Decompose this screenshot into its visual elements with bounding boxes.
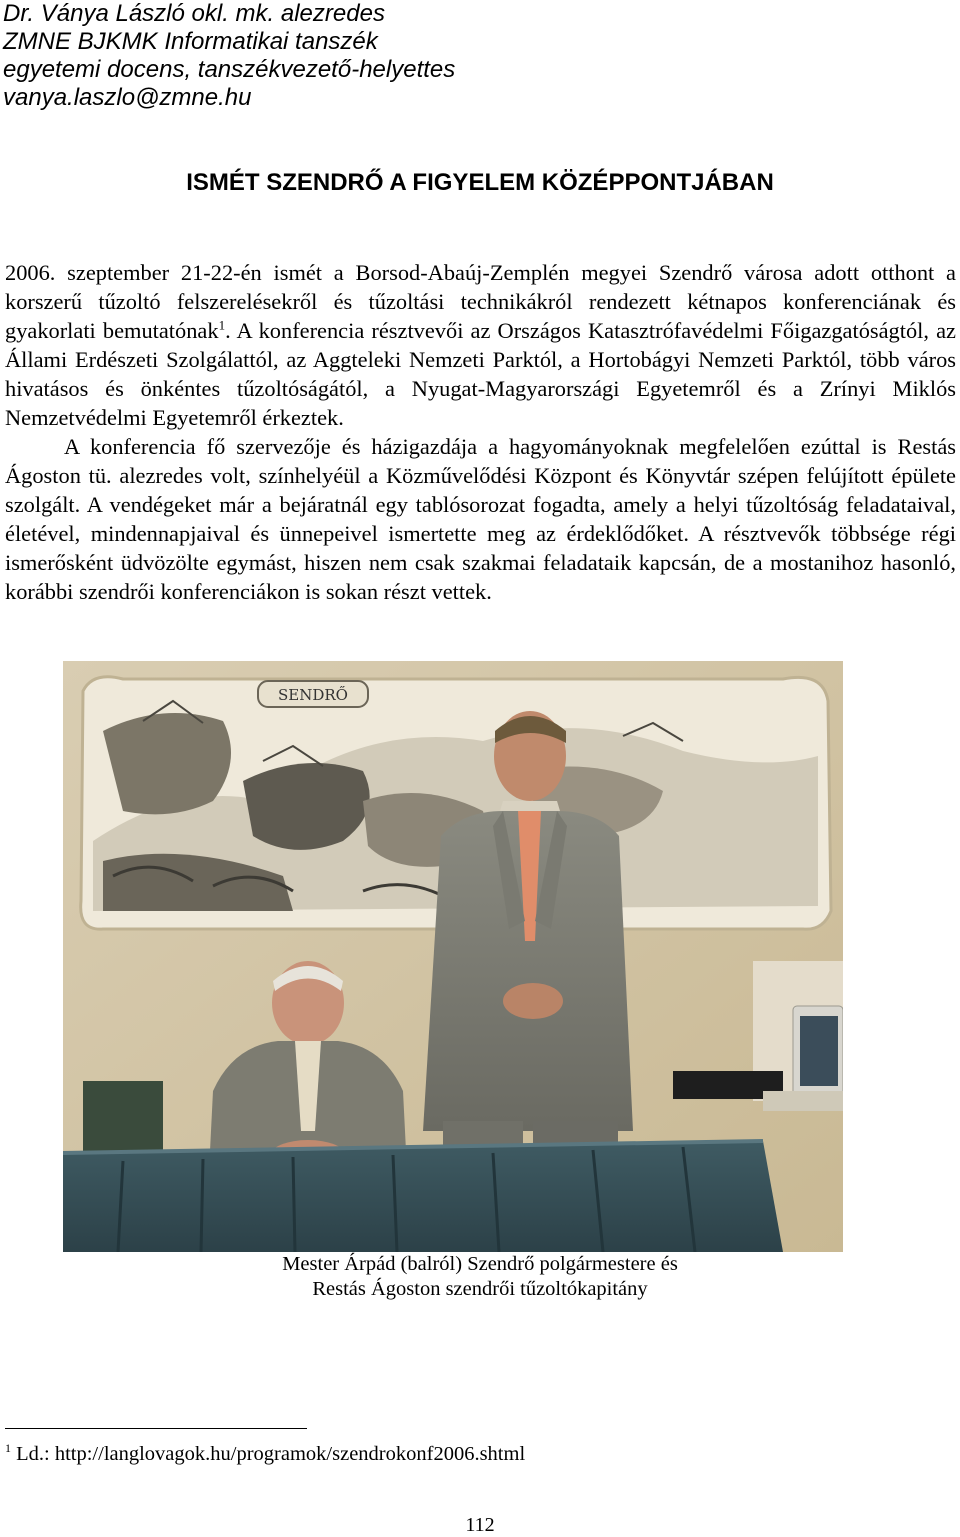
author-position: egyetemi docens, tanszékvezető-helyettes bbox=[3, 56, 456, 83]
author-department: ZMNE BJKMK Informatikai tanszék bbox=[3, 28, 378, 55]
paragraph-1-text-cont: . A konferencia résztvevői az Országos Katasztrófavédelmi Főigazgatóságtól, az Állami Erdészeti Szolgálattól, az Aggteleki Nemzeti Parktól, a Hortobágyi Nemzeti Parktól, több város hivatásos és önkéntes tűzoltóságától, a Nyugat-Magyarországi Egyetemről és a Zrínyi Miklós Nemzetvédelmi Egyetemről érkeztek. bbox=[5, 318, 956, 430]
article-body bbox=[5, 258, 956, 606]
author-name: Dr. Ványa László okl. mk. alezredes bbox=[3, 0, 385, 27]
page-number: 112 bbox=[465, 1514, 495, 1536]
map-label: SENDRŐ bbox=[278, 686, 348, 704]
photo-caption bbox=[0, 1252, 960, 1302]
author-block bbox=[3, 0, 455, 112]
caption-line-1: Mester Árpád (balról) Szendrő polgármestere és bbox=[282, 1253, 678, 1275]
conference-photo bbox=[63, 661, 843, 1252]
paragraph-1 bbox=[5, 258, 956, 432]
footnote-text[interactable]: Ld.: http://langlovagok.hu/programok/szendrokonf2006.shtml bbox=[11, 1443, 526, 1465]
author-email[interactable]: vanya.laszlo@zmne.hu bbox=[3, 84, 252, 111]
footnote-divider bbox=[5, 1428, 307, 1429]
footnote-marker: 1 bbox=[5, 1441, 11, 1456]
paragraph-1-text: 2006. szeptember 21-22-én ismét a Borsod-Abaúj-Zemplén megyei Szendrő városa adott otthont a korszerű tűzoltó felszerelésekről és tűzoltási technikákról rendezett kétnapos konferenciának és gyakorlati bemutatónak bbox=[5, 260, 956, 343]
caption-line-2: Restás Ágoston szendrői tűzoltókapitány bbox=[312, 1278, 648, 1300]
footnote bbox=[5, 1441, 525, 1467]
paragraph-2: A konferencia fő szervezője és házigazdája a hagyományoknak megfelelően ezúttal is Restás Ágoston tü. alezredes volt, színhelyéül a Közművelődési Központ és Könyvtár szépen felújított épülete szolgált. A vendégeket már a bejáratnál egy tablósorozat fogadta, amely a helyi tűzoltóság feladataival, életével, mindennapjaival és ünnepeivel ismertette meg az érdeklődőket. A résztvevők többsége régi ismerősként üdvözölte egymást, hiszen nem csak szakmai feladataik kapcsán, de a mostanihoz hasonló, korábbi szendrői konferenciákon is sokan részt vettek. bbox=[5, 434, 956, 604]
article-title: ISMÉT SZENDRŐ A FIGYELEM KÖZÉPPONTJÁBAN bbox=[186, 169, 774, 196]
footnote-reference[interactable]: 1 bbox=[218, 317, 226, 333]
